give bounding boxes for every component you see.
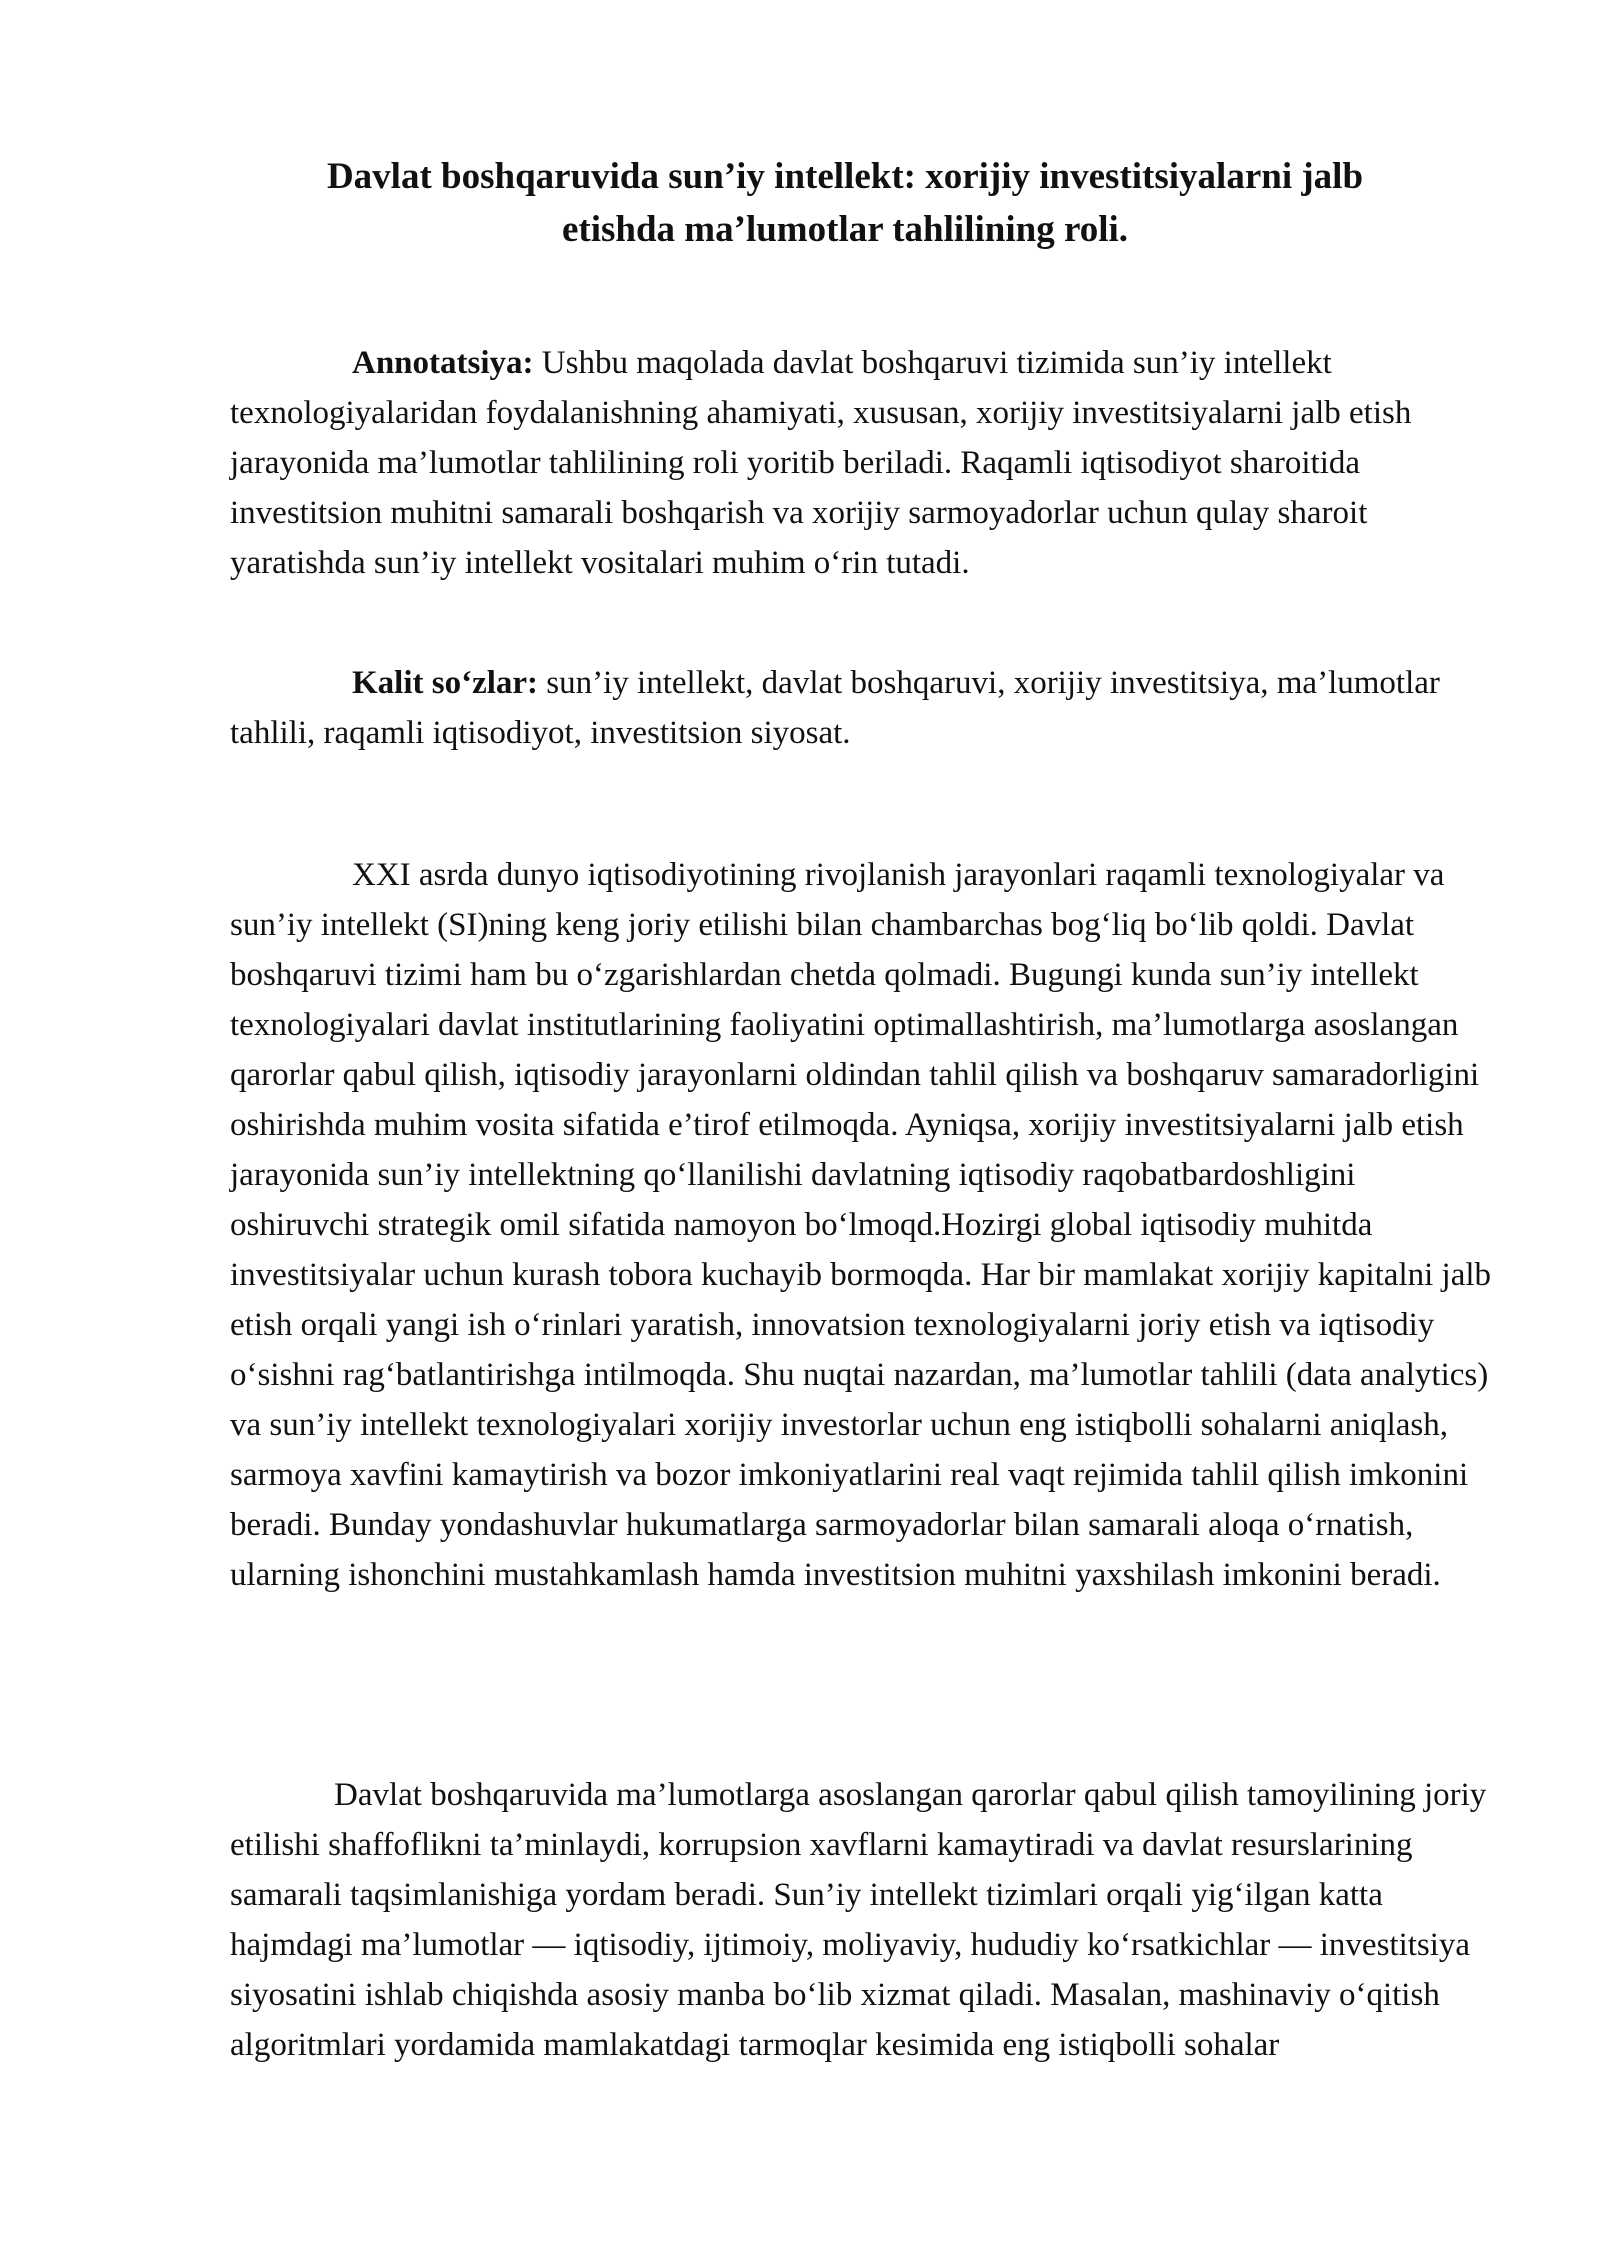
keywords-text: sun’iy intellekt, davlat boshqaruvi, xorijiy investitsiya, ma’lumotlar tahlili, raqamli iqtisodiyot, investitsion siyosat. bbox=[230, 665, 1440, 751]
document-title bbox=[230, 150, 1460, 256]
title-line-1: Davlat boshqaruvida sun’iy intellekt: xorijiy investitsiyalarni jalb bbox=[326, 156, 1364, 197]
title-line-2: etishda ma’lumotlar tahlilining roli. bbox=[561, 209, 1129, 250]
annotation-text: Ushbu maqolada davlat boshqaruvi tizimida sun’iy intellekt texnologiyalaridan foydalanishning ahamiyati, xususan, xorijiy investitsiyalarni jalb etish jarayonida ma’lumotlar tahlilining roli yoritib beriladi. Raqamli iqtisodiyot sharoitida investitsion muhitni samarali boshqarish va xorijiy sarmoyadorlar uchun qulay sharoit yaratishda sun’iy intellekt vositalari muhim o‘rin tutadi. bbox=[230, 345, 1412, 581]
keywords-label: Kalit so‘zlar: bbox=[352, 665, 539, 701]
annotation-label: Annotatsiya: bbox=[352, 345, 534, 381]
annotation-paragraph bbox=[230, 338, 1500, 588]
keywords-paragraph bbox=[230, 658, 1500, 758]
body-paragraph-2: Davlat boshqaruvida ma’lumotlarga asoslangan qarorlar qabul qilish tamoyilining joriy etilishi shaffoflikni ta’minlaydi, korrupsion xavflarni kamaytiradi va davlat resurslarining samarali taqsimlanishiga yordam beradi. Sun’iy intellekt tizimlari orqali yig‘ilgan katta hajmdagi ma’lumotlar — iqtisodiy, ijtimoiy, moliyaviy, hududiy ko‘rsatkichlar — investitsiya siyosatini ishlab chiqishda asosiy manba bo‘lib xizmat qiladi. Masalan, mashinaviy o‘qitish algoritmlari yordamida mamlakatdagi tarmoqlar kesimida eng istiqbolli sohalar bbox=[230, 1777, 1487, 2063]
body-paragraph-1: XXI asrda dunyo iqtisodiyotining rivojlanish jarayonlari raqamli texnologiyalar va sun’iy intellekt (SI)ning keng joriy etilishi bilan chambarchas bog‘liq bo‘lib qoldi. Davlat boshqaruvi tizimi ham bu o‘zgarishlardan chetda qolmadi. Bugungi kunda sun’iy intellekt texnologiyalari davlat institutlarining faoliyatini optimallashtirish, ma’lumotlarga asoslangan qarorlar qabul qilish, iqtisodiy jarayonlarni oldindan tahlil qilish va boshqaruv samaradorligini oshirishda muhim vosita sifatida e’tirof etilmoqda. Ayniqsa, xorijiy investitsiyalarni jalb etish jarayonida sun’iy intellektning qo‘llanilishi davlatning iqtisodiy raqobatbardoshligini oshiruvchi strategik omil sifatida namoyon bo‘lmoqd.Hozirgi global iqtisodiy muhitda investitsiyalar uchun kurash tobora kuchayib bormoqda. Har bir mamlakat xorijiy kapitalni jalb etish orqali yangi ish o‘rinlari yaratish, innovatsion texnologiyalarni joriy etish va iqtisodiy o‘sishni rag‘batlantirishga intilmoqda. Shu nuqtai nazardan, ma’lumotlar tahlili (data analytics) va sun’iy intellekt texnologiyalari xorijiy investorlar uchun eng istiqbolli sohalarni aniqlash, sarmoya xavfini kamaytirish va bozor imkoniyatlarini real vaqt rejimida tahlil qilish imkonini beradi. Bunday yondashuvlar hukumatlarga sarmoyadorlar bilan samarali aloqa o‘rnatish, ularning ishonchini mustahkamlash hamda investitsion muhitni yaxshilash imkonini beradi. bbox=[230, 857, 1492, 1593]
